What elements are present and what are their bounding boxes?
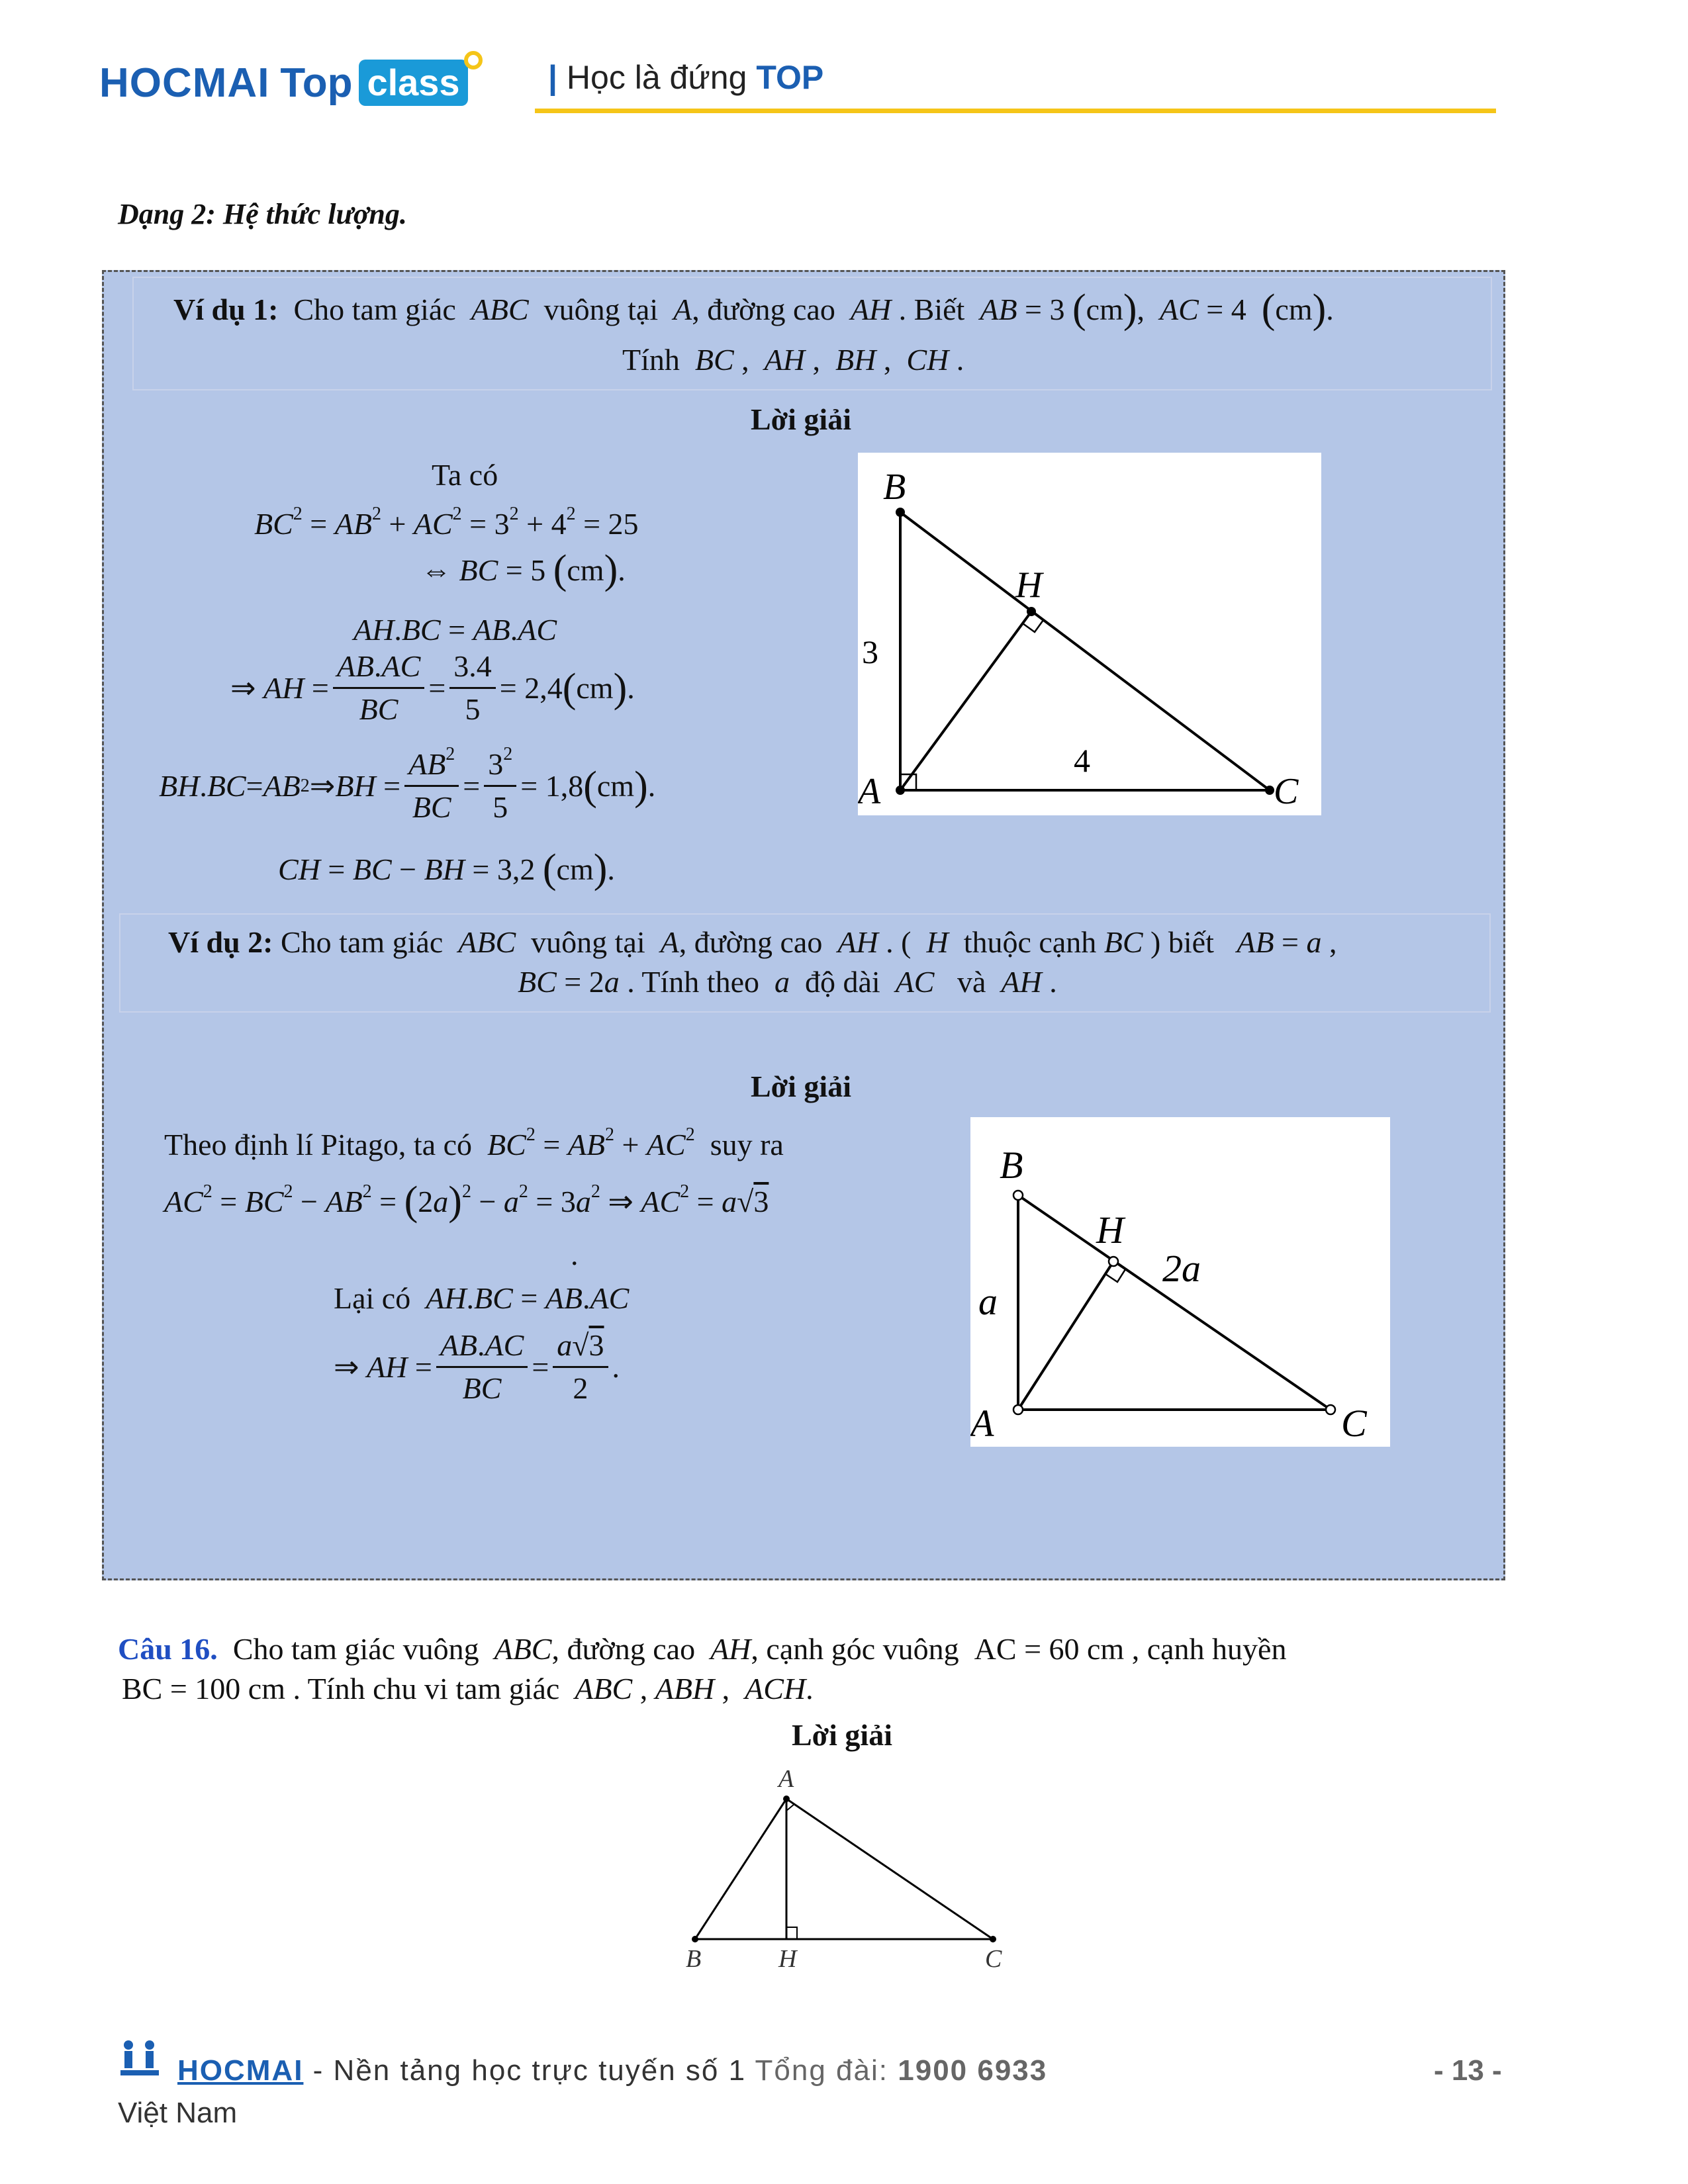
footer-logo-icon [118,2038,162,2078]
fig2-label-c: C [1341,1402,1367,1445]
ex2-text-c: , đường cao [679,925,823,959]
ex2-lai-co: Lại có [334,1281,411,1315]
fig2-label-a: A [970,1402,994,1445]
footer-hotline-label: Tổng đài: [755,2054,889,2087]
footer-text: - Nền tảng học trực tuyến số 1 [312,2054,747,2087]
example2-solution-heading: Lời giải [751,1069,851,1103]
example2-figure [970,1117,1390,1447]
q16-label-b: B [686,1945,702,1973]
ex1-eq1: $BC^2 = AB^2 + AC^2 = 3^2 + 4^2 = 25$ [254,504,639,541]
fig1-label-b: B [883,467,906,508]
example1-line1: Ví dụ 1: Cho tam giác ABC vuông tại A, đường cao AH . Biết AB = 3 (cm), AC = 4 (cm). [173,287,1334,332]
ex2-pitago: Theo định lí Pitago, ta có [164,1128,473,1161]
fig2-side-ab: a [978,1280,998,1323]
logo [99,53,487,113]
page-number: - 13 - [1434,2054,1502,2087]
ex1-text-c: , đường cao [692,293,835,326]
footer-line [177,2054,1047,2087]
ex1-unit-1: cm [1086,293,1123,326]
ex1-eq3: AH.BC = AB.AC [353,613,557,647]
example1-line2: Tính BC , AH , BH , CH . [622,343,964,377]
q16-text-c: , cạnh góc vuông [751,1632,959,1666]
fig1-side-ac: 4 [1074,742,1090,779]
ex2-text-h: độ dài [804,965,880,999]
fig2-label-h: H [1096,1208,1124,1251]
section-title: Dạng 2: Hệ thức lượng. [118,198,407,230]
ex2-text-a: Cho tam giác [280,925,444,959]
q16-ac-value: AC = 60 cm [974,1632,1125,1666]
fig1-side-ab: 3 [862,633,878,670]
fig1-label-a: A [858,771,881,812]
footer-brand[interactable]: HOCMAI [177,2054,304,2087]
altitude-ah [1018,1261,1113,1410]
ex2-text-f: ) biết [1150,925,1214,959]
tagline-text: Học là đứng [566,59,747,96]
ex2-line1: Theo định lí Pitago, ta có $BC^2 = AB^2 + AC^2$ suy ra [164,1124,784,1161]
question16-solution-heading: Lời giải [792,1718,892,1752]
tagline [548,58,823,97]
question16-figure [669,1760,1026,1979]
q16-text-a: Cho tam giác vuông [232,1632,479,1666]
tagline-bar: | [548,59,557,96]
fig1-label-h: H [1015,565,1043,606]
example1-label: Ví dụ 1: [173,293,279,326]
ex1-text-a: Cho tam giác [293,293,456,326]
ex1-ta-co: Ta có [432,458,498,492]
fig2-label-b: B [1000,1144,1023,1187]
ex2-eq1: $AC^2 = BC^2 - AB^2 = (2a)^2 - a^2 = 3a^2$ ⇒ $AC^2 = a√3$ [164,1179,769,1224]
q16-text-b: , đường cao [551,1632,696,1666]
q16-label-c: C [985,1945,1002,1973]
logo-hocmai: HOCMAI [99,60,270,106]
question16-line1: Câu 16. Cho tam giác vuông ABC, đường cao AH, cạnh góc vuông AC = 60 cm , cạnh huyền [118,1632,1287,1666]
ex1-eq4: ⇒ AH = $\frac{AB.AC}{BC}$ = $\frac{3.4}{5}$ = 2,4 ( cm ) . [230,647,635,729]
ex1-eq2: ⇔ BC = 5 (cm). [421,547,626,592]
footer-hotline: 1900 6933 [898,2054,1048,2087]
header-rule [535,109,1496,113]
question16-line2: BC = 100 cm . Tính chu vi tam giác ABC , ABH , ACH. [122,1672,814,1706]
ex1-text-d: . Biết [898,293,965,326]
q16-triangle [669,1760,1026,1979]
example2-line1: Ví dụ 2: Cho tam giác ABC vuông tại A, đường cao AH . ( H thuộc cạnh BC ) biết AB = a , [168,925,1337,959]
ex2-line3: Lại có AH.BC = AB.AC [334,1281,630,1315]
ex2-text-g: . Tính theo [627,965,759,999]
ex1-text-b: vuông tại [543,293,659,326]
ex1-unit-2: cm [1275,293,1313,326]
example1-solution-heading: Lời giải [751,402,851,436]
example2-triangle [970,1117,1390,1447]
ex1-tinh: Tính [622,343,680,377]
ex2-text-d: . ( [886,925,912,959]
ex2-suy-ra: suy ra [710,1128,784,1161]
example2-label: Ví dụ 2: [168,925,273,959]
example2-line2: BC = 2a . Tính theo a độ dài AC và AH . [518,965,1057,999]
ex2-text-e: thuộc cạnh [963,925,1097,959]
example1-figure [858,453,1321,815]
question16-label: Câu 16. [118,1632,218,1666]
q16-bc-value: BC = 100 cm [122,1672,286,1706]
q16-text-d: , cạnh huyền [1131,1632,1287,1666]
q16-label-a: A [778,1765,794,1793]
ex2-dot: . [571,1238,579,1271]
logo-class: class [359,60,467,106]
ex2-text-b: vuông tại [531,925,645,959]
q16-label-h: H [778,1945,797,1973]
fig2-side-bc: 2a [1162,1247,1201,1290]
example1-triangle [858,453,1321,815]
ex2-text-i: và [957,965,986,999]
ex1-eq5: BH . BC = AB 2 ⇒ BH = $\frac{AB^2}{BC}$ = $\frac{3^2}{5}$ = 1,8 ( cm ) . [159,744,656,824]
logo-star-icon [464,51,483,69]
tagline-top: TOP [756,59,824,96]
altitude-ah [900,612,1031,790]
footer-line2: Việt Nam [118,2097,238,2129]
ex2-eq2: ⇒ AH = $\frac{AB.AC}{BC}$ = $\frac{a√3}{2}$ . [334,1326,620,1408]
logo-top: Top [280,60,353,106]
fig1-label-c: C [1274,771,1299,812]
side-bc [1018,1195,1331,1410]
ex1-eq6: CH = BC − BH = 3,2 (cm). [278,846,615,891]
q16-text-e: . Tính chu vi tam giác [293,1672,560,1706]
